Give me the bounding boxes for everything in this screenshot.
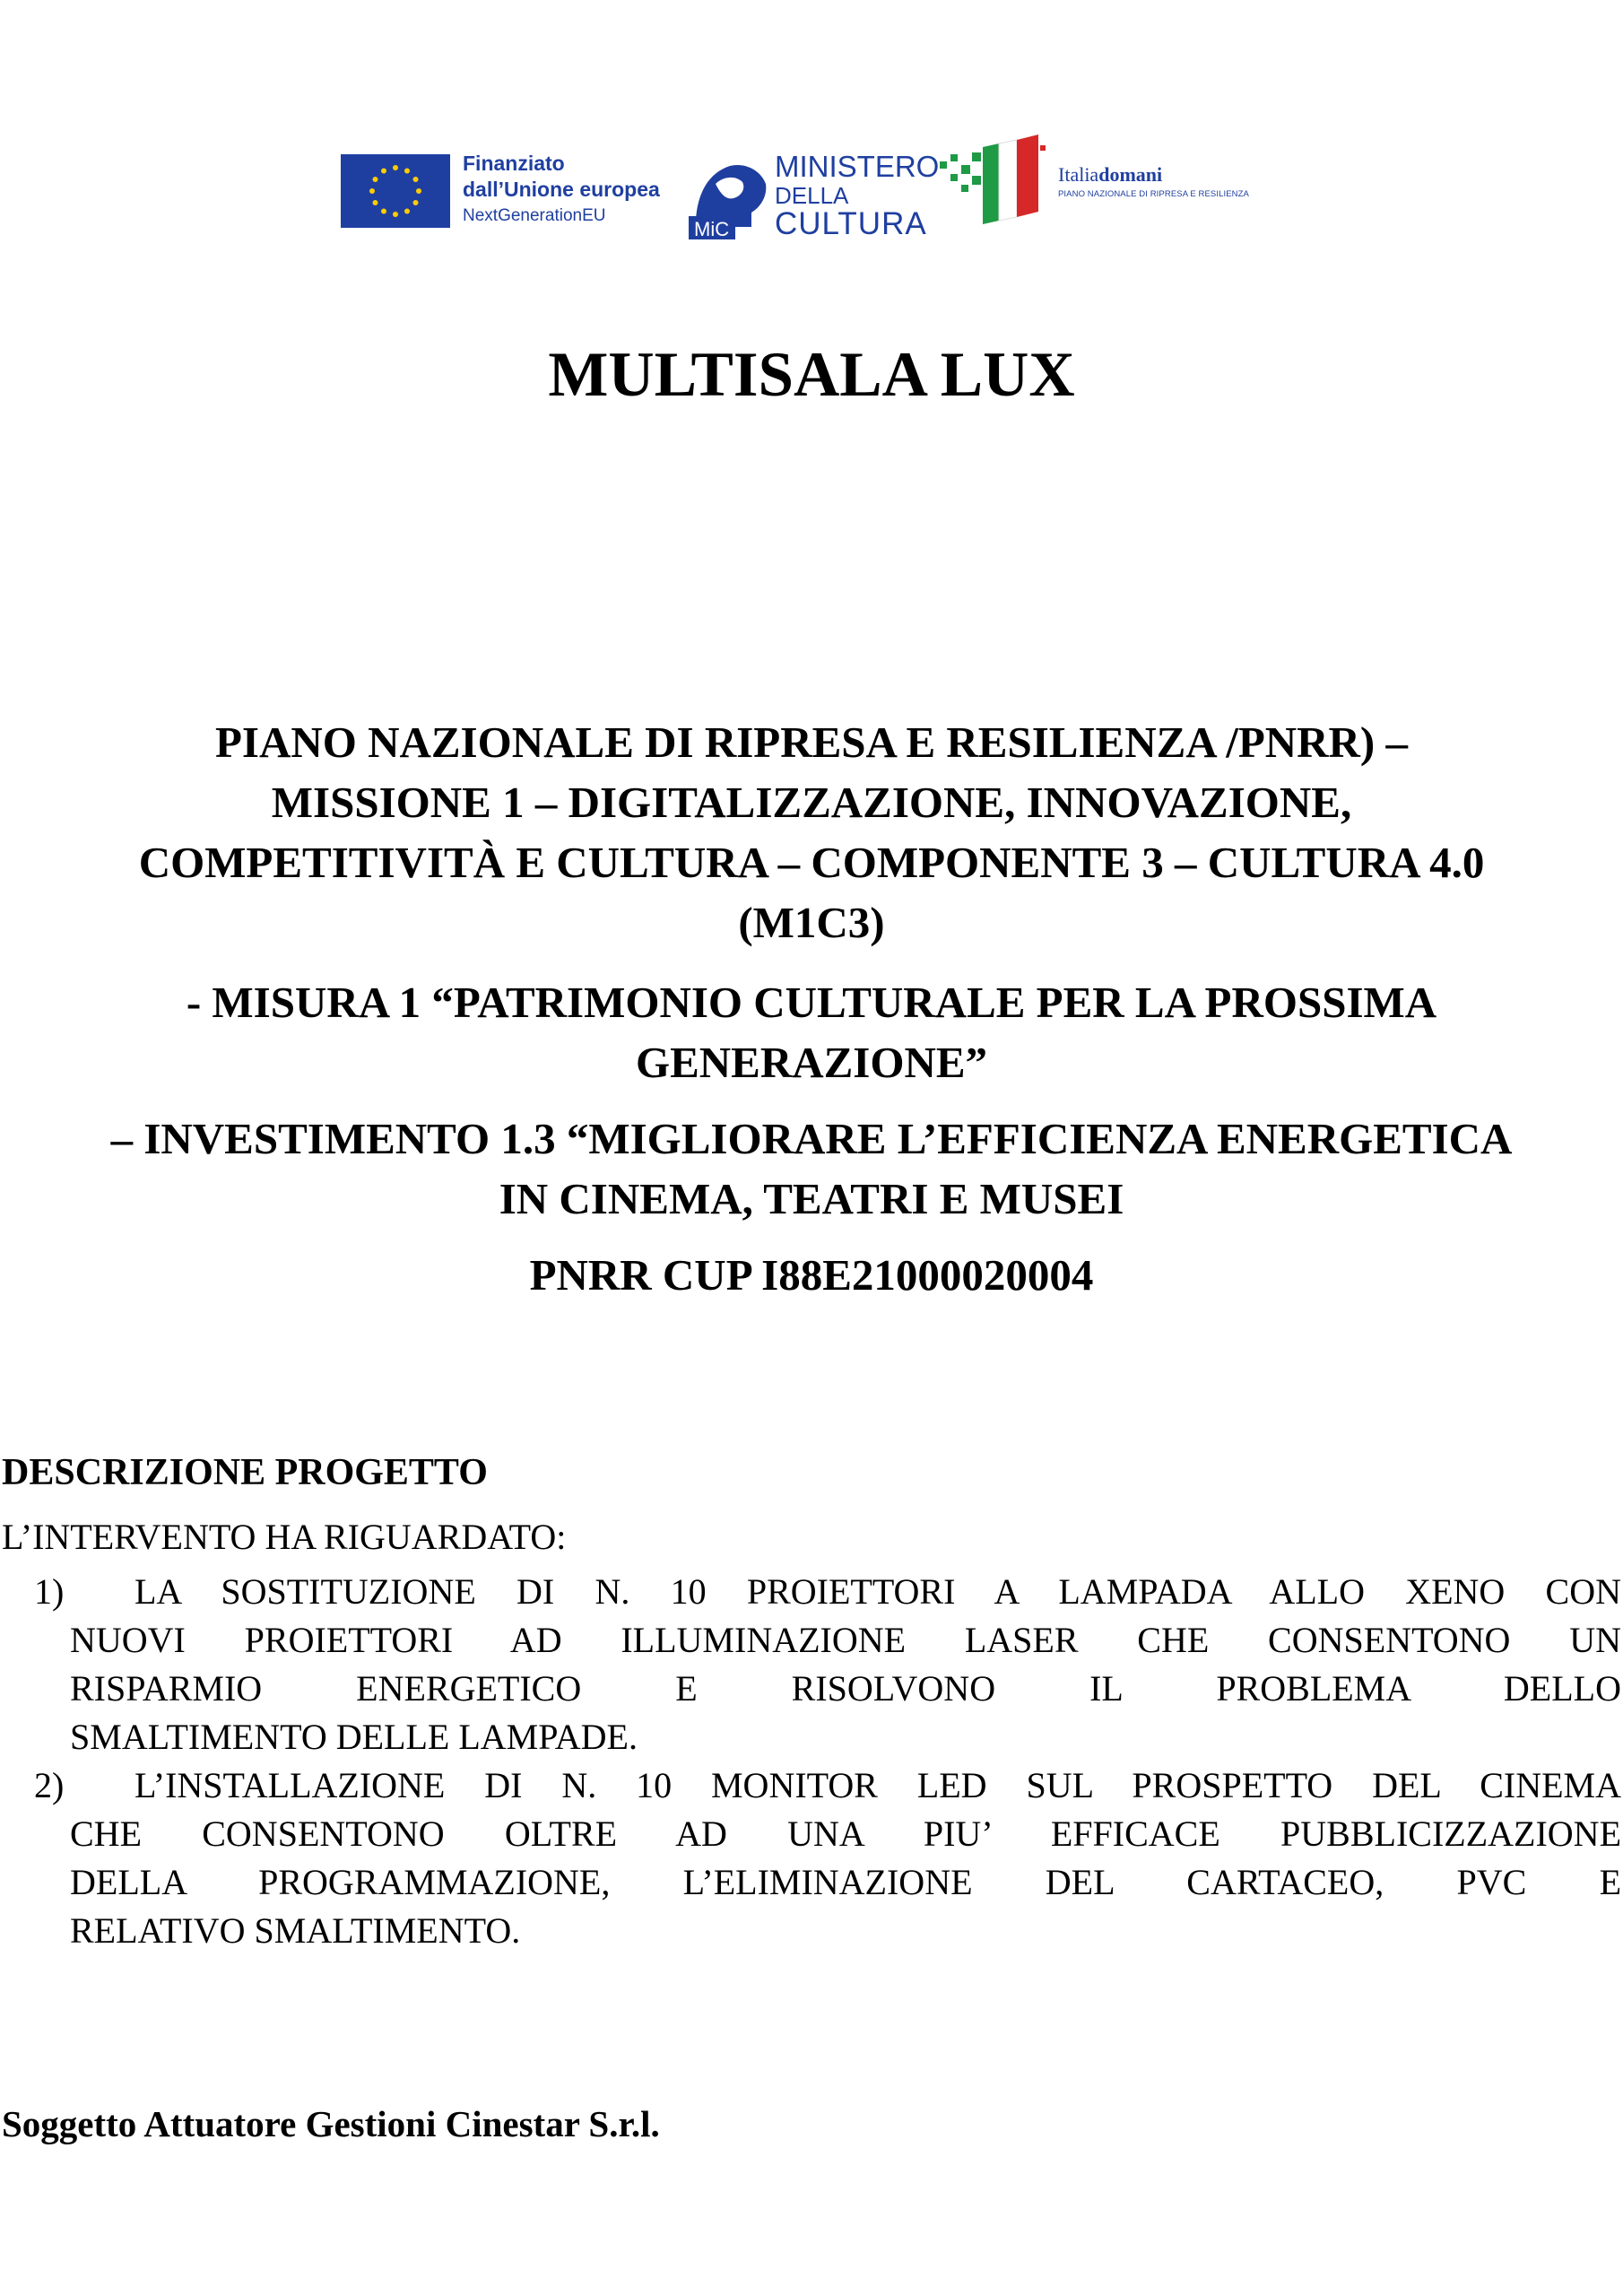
list-item-line: RELATIVO SMALTIMENTO. (70, 1910, 521, 1951)
description-intro: L’INTERVENTO HA RIGUARDATO: (2, 1517, 567, 1557)
italia-domani-logo (1058, 163, 1249, 199)
description-heading: DESCRIZIONE PROGETTO (2, 1452, 488, 1493)
cup-line: PNRR CUP I88E21000020004 (529, 1250, 1094, 1300)
investment-line: – INVESTIMENTO 1.3 “MIGLIORARE L’EFFICIENZA ENERGETICA (110, 1114, 1513, 1163)
ministry-line-1: MINISTERO (775, 150, 940, 183)
eu-funding-text (463, 151, 660, 229)
list-item-number: 1) (34, 1571, 65, 1612)
investment-line: IN CINEMA, TEATRI E MUSEI (499, 1174, 1124, 1223)
italia-domani-wordmark (1058, 163, 1249, 187)
list-item-line: SMALTIMENTO DELLE LAMPADE. (70, 1717, 638, 1757)
eu-line-1: Finanziato (463, 152, 565, 175)
list-item-line: CHE CONSENTONO OLTRE AD UNA PIU’ EFFICACE PUBBLICIZZAZIONE (70, 1813, 1621, 1854)
ministry-line-2: DELLA (775, 182, 849, 209)
program-line: COMPETITIVITÀ E CULTURA – COMPONENTE 3 – CULTURA 4.0 (138, 838, 1485, 887)
implementing-entity: Soggetto Attuatore Gestioni Cinestar S.r.l. (2, 2103, 660, 2144)
list-item-line: LA SOSTITUZIONE DI N. 10 PROIETTORI A LAMPADA ALLO XENO CON (135, 1571, 1621, 1612)
measure-heading (0, 972, 1623, 1092)
page-title: MULTISALA LUX (548, 340, 1075, 410)
mic-badge-text: MiC (694, 218, 730, 239)
program-line: PIANO NAZIONALE DI RIPRESA E RESILIENZA /PNRR) – (214, 718, 1409, 767)
program-line: (M1C3) (738, 898, 885, 947)
measure-line: GENERAZIONE” (635, 1038, 988, 1087)
italia-word: Italia (1058, 163, 1099, 186)
description-list (0, 1568, 1623, 1955)
list-item-line: NUOVI PROIETTORI AD ILLUMINAZIONE LASER CHE CONSENTONO UN (70, 1620, 1621, 1660)
program-heading (0, 712, 1623, 952)
list-item-line: L’INSTALLAZIONE DI N. 10 MONITOR LED SUL PROSPETTO DEL CINEMA (135, 1765, 1621, 1805)
italia-domani-flag-icon (940, 135, 1047, 233)
ministry-name (775, 152, 939, 239)
investment-heading (0, 1109, 1623, 1229)
eu-line-3: NextGenerationEU (463, 206, 606, 225)
list-item-line: DELLA PROGRAMMAZIONE, L’ELIMINAZIONE DEL CARTACEO, PVC E (70, 1862, 1621, 1902)
ministry-line-3: CULTURA (775, 206, 927, 241)
eu-flag-logo (341, 154, 450, 228)
list-item-line: RISPARMIO ENERGETICO E RISOLVONO IL PROBLEMA DELLO (70, 1668, 1621, 1709)
eu-line-2: dall’Unione europea (463, 178, 660, 201)
logo-bar (341, 135, 1255, 251)
list-item (0, 1568, 1623, 1761)
domani-word: domani (1098, 163, 1163, 186)
measure-line: - MISURA 1 “PATRIMONIO CULTURALE PER LA PROSSIMA (186, 978, 1437, 1027)
program-line: MISSIONE 1 – DIGITALIZZAZIONE, INNOVAZIONE, (271, 778, 1352, 827)
list-item-number: 2) (34, 1765, 65, 1805)
cup-code (0, 1245, 1623, 1305)
mic-logo-mark (689, 157, 771, 239)
italia-domani-subtitle: PIANO NAZIONALE DI RIPRESA E RESILIENZA (1058, 189, 1249, 199)
list-item (0, 1761, 1623, 1955)
